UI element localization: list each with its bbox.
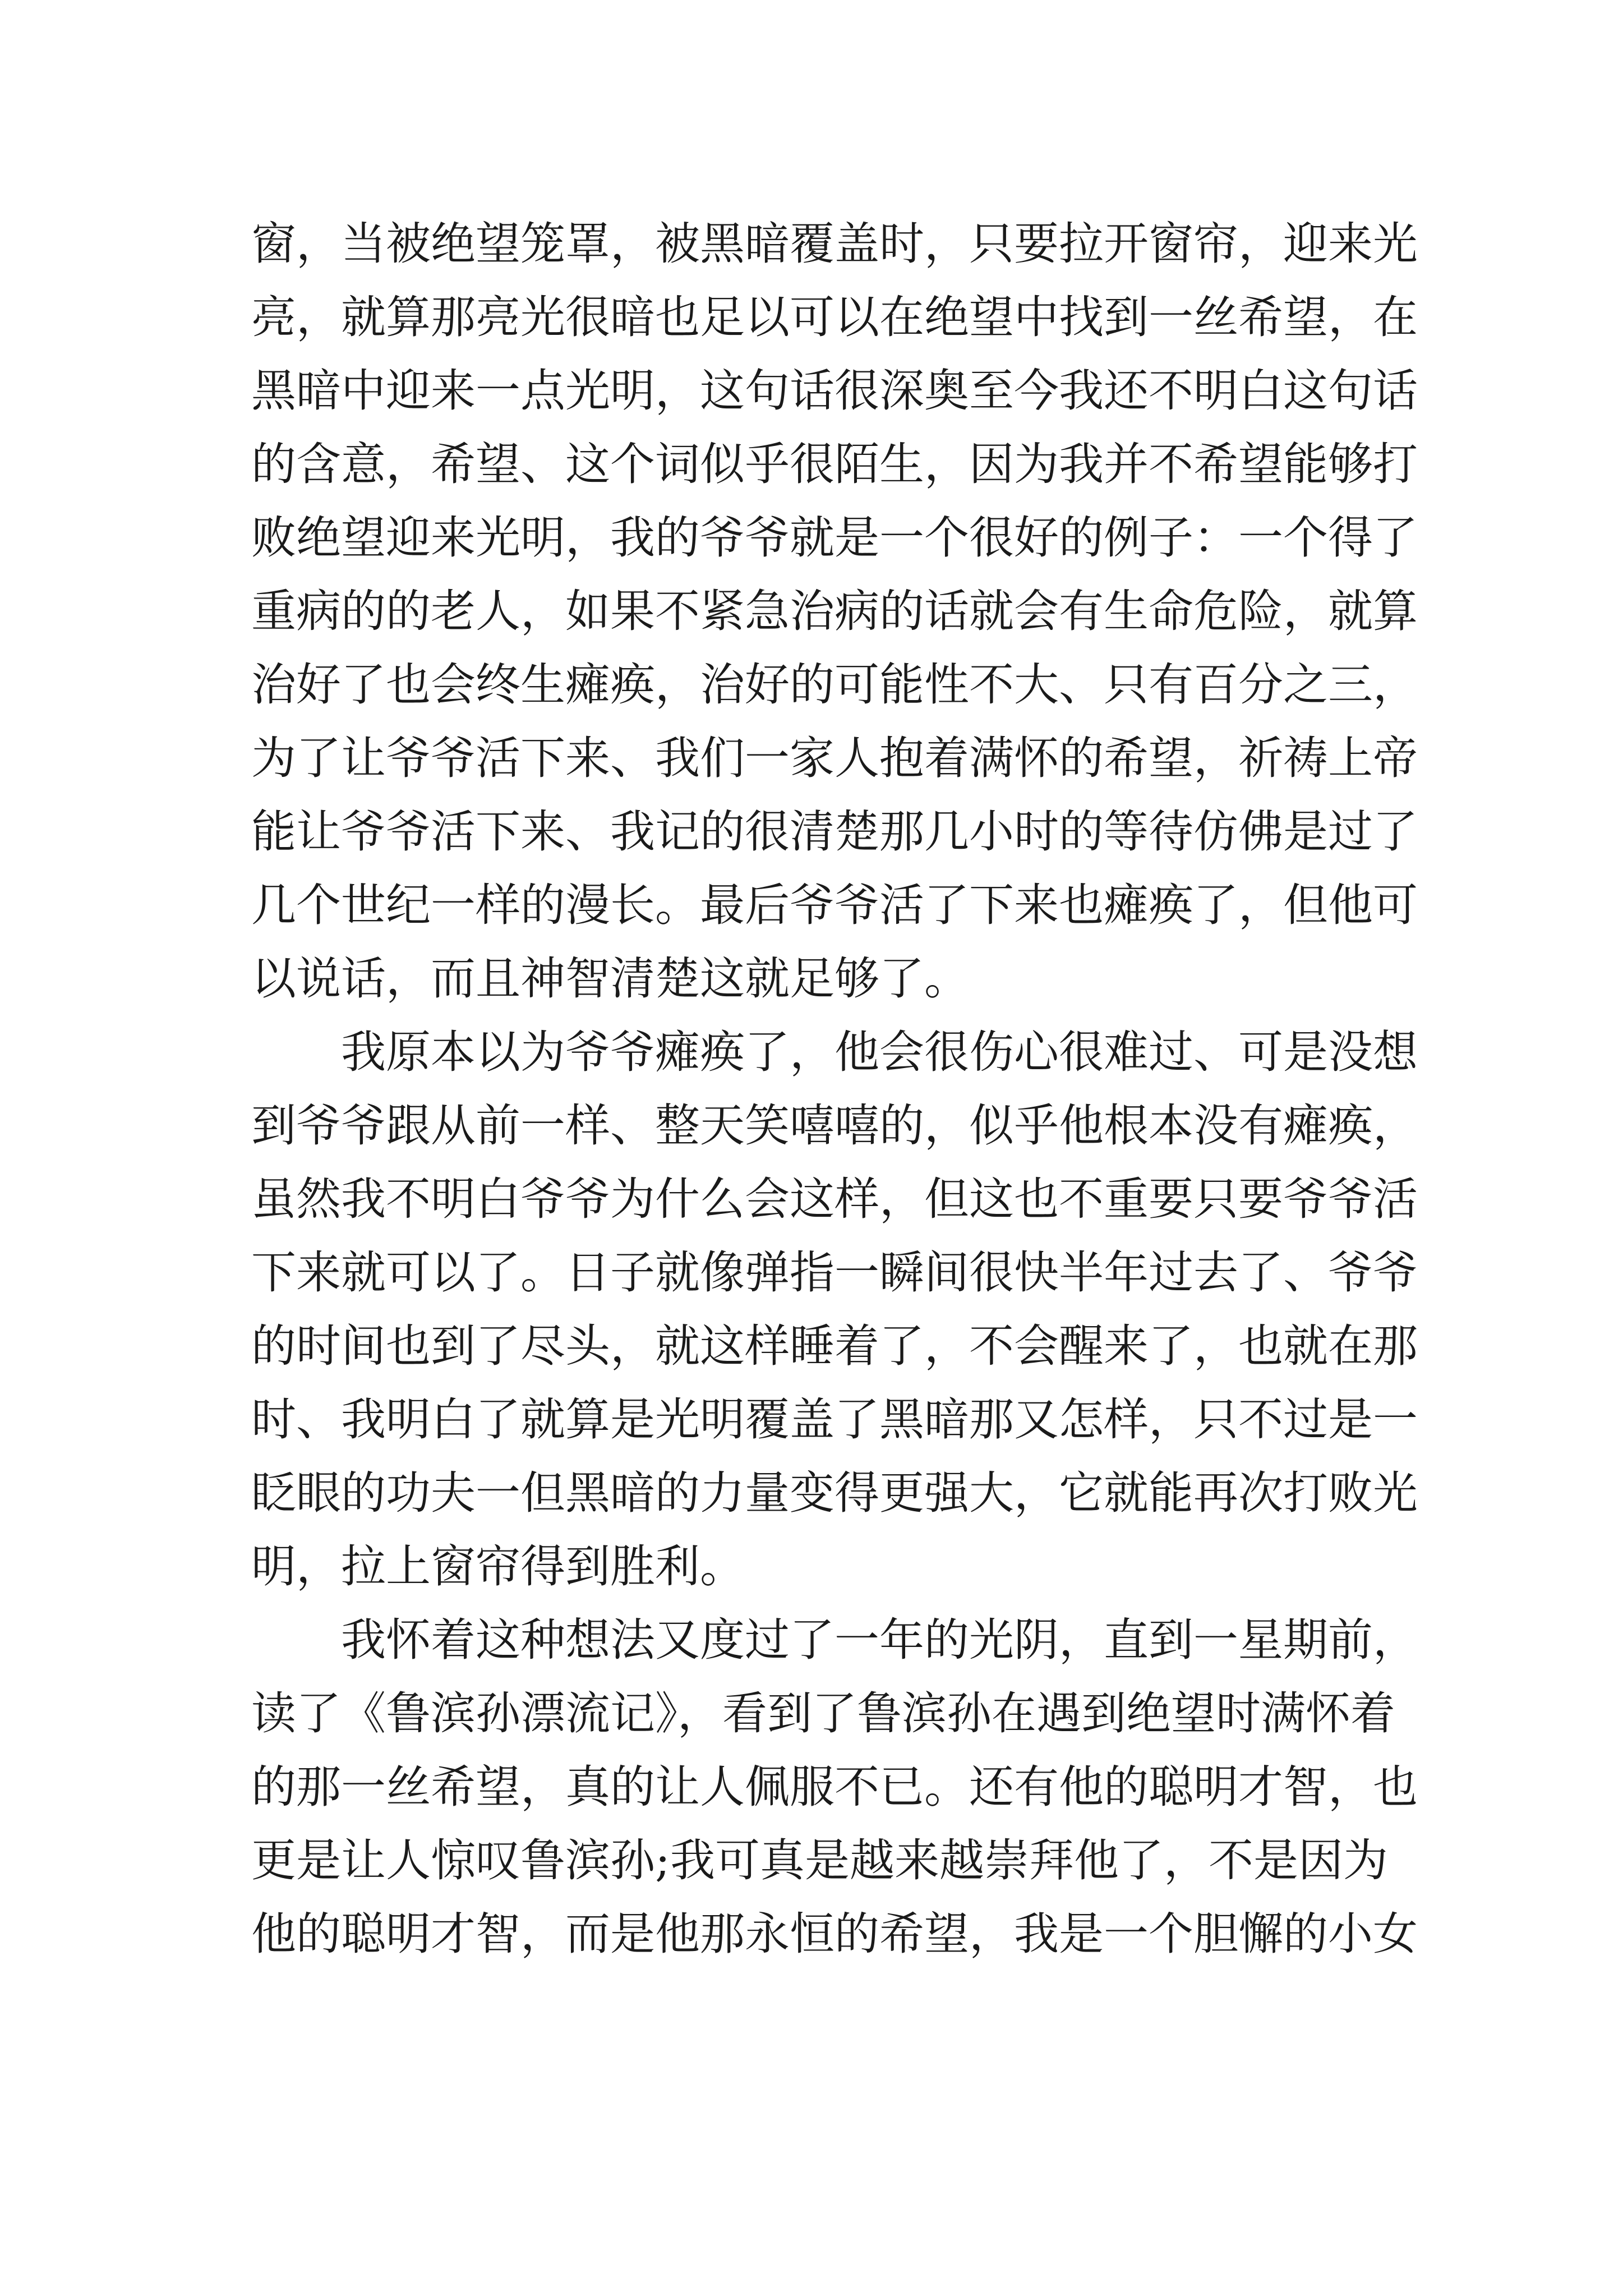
text-line: 以说话，而且神智清楚这就足够了。: [251, 953, 969, 1005]
text-line: 他的聪明才智，而是他那永恒的希望，我是一个胆懈的小女: [251, 1908, 1418, 1960]
text-line: 的含意，希望、这个词似乎很陌生，因为我并不希望能够打: [251, 438, 1418, 490]
text-line: 亮，就算那亮光很暗也足以可以在绝望中找到一丝希望，在: [251, 291, 1418, 343]
text-line: 败绝望迎来光明，我的爷爷就是一个很好的例子：一个得了: [251, 512, 1418, 564]
paragraph-3: [251, 1603, 1418, 1971]
text-line: 读了《鲁滨孙漂流记》，看到了鲁滨孙在遇到绝望时满怀着: [251, 1687, 1395, 1740]
text-line: 黑暗中迎来一点光明，这句话很深奥至今我还不明白这句话: [251, 365, 1418, 417]
text-line: 窗，当被绝望笼罩，被黑暗覆盖时，只要拉开窗帘，迎来光: [251, 218, 1418, 270]
text-line: 更是让人惊叹鲁滨孙;我可真是越来越崇拜他了，不是因为: [251, 1834, 1388, 1887]
body-text: [251, 207, 1418, 1971]
text-line: 的那一丝希望，真的让人佩服不已。还有他的聪明才智，也: [251, 1761, 1418, 1813]
paragraph-1: [251, 207, 1418, 1015]
text-line: 时、我明白了就算是光明覆盖了黑暗那又怎样，只不过是一: [251, 1393, 1418, 1446]
text-line: 我原本以为爷爷瘫痪了，他会很伤心很难过、可是没想: [341, 1026, 1418, 1078]
text-line: 的时间也到了尽头，就这样睡着了，不会醒来了，也就在那: [251, 1320, 1418, 1372]
text-line: 能让爷爷活下来、我记的很清楚那几小时的等待仿佛是过了: [251, 806, 1418, 858]
text-line: 我怀着这种想法又度过了一年的光阴，直到一星期前，: [341, 1614, 1418, 1666]
text-line: 为了让爷爷活下来、我们一家人抱着满怀的希望，祈祷上帝: [251, 732, 1418, 784]
text-line: 到爷爷跟从前一样、整天笑嘻嘻的，似乎他根本没有瘫痪，: [251, 1099, 1418, 1152]
text-line: 治好了也会终生瘫痪，治好的可能性不大、只有百分之三，: [251, 659, 1418, 711]
text-line: 眨眼的功夫一但黑暗的力量变得更强大，它就能再次打败光: [251, 1467, 1418, 1519]
text-line: 明，拉上窗帘得到胜利。: [251, 1540, 745, 1593]
text-line: 下来就可以了。日子就像弹指一瞬间很快半年过去了、爷爷: [251, 1246, 1418, 1299]
paragraph-2: [251, 1015, 1418, 1603]
text-line: 重病的的老人，如果不紧急治病的话就会有生命危险，就算: [251, 585, 1418, 637]
text-line: 虽然我不明白爷爷为什么会这样，但这也不重要只要爷爷活: [251, 1173, 1418, 1225]
text-line: 几个世纪一样的漫长。最后爷爷活了下来也瘫痪了，但他可: [251, 879, 1418, 931]
